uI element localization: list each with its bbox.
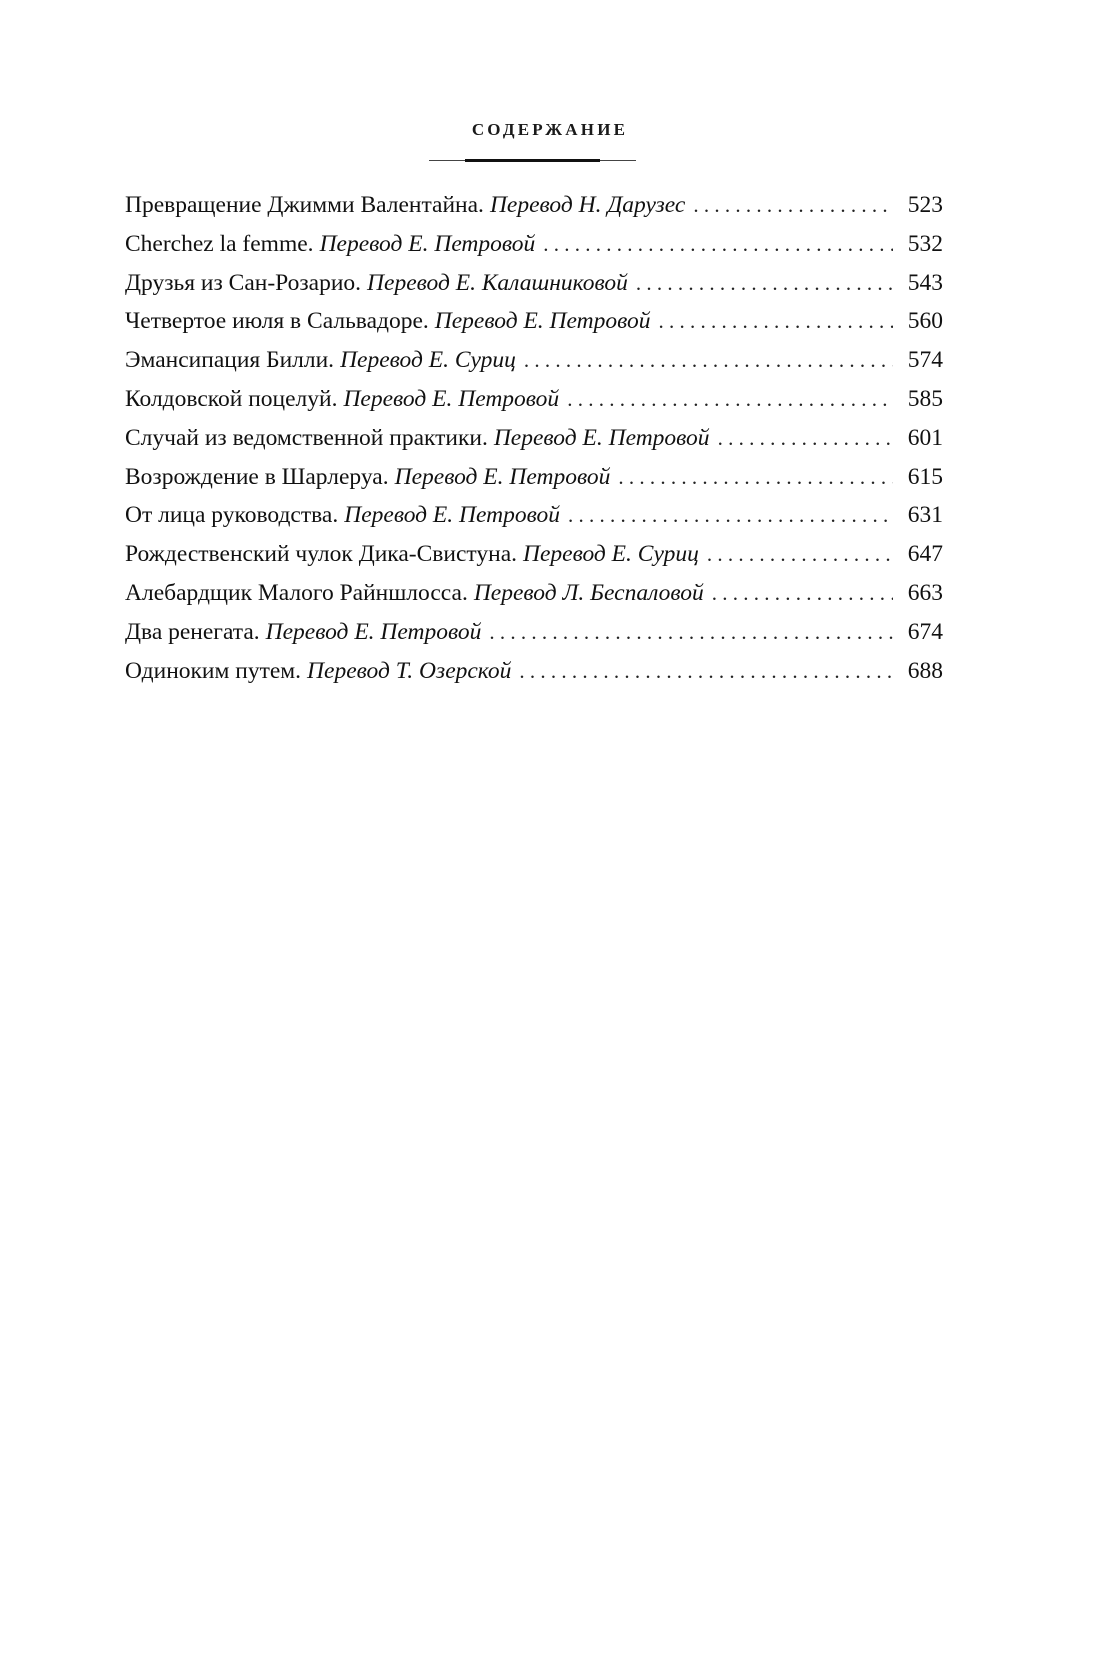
toc-entry[interactable] bbox=[125, 613, 943, 652]
toc-entry[interactable] bbox=[125, 341, 943, 380]
toc-dot-leader bbox=[489, 613, 893, 652]
toc-entry-title: Два ренегата. bbox=[125, 618, 260, 645]
toc-entry-page: 615 bbox=[907, 463, 943, 490]
toc-entry-title: Четвертое июля в Сальвадоре. bbox=[125, 308, 429, 335]
toc-entry-title: Случай из ведомственной практики. bbox=[125, 424, 488, 451]
toc-entry-title: От лица руководства. bbox=[125, 502, 339, 529]
toc-entry-title: Колдовской поцелуй. bbox=[125, 385, 338, 412]
toc-dot-leader bbox=[693, 186, 893, 225]
toc-entry-page: 532 bbox=[907, 230, 943, 257]
toc-entry-page: 574 bbox=[907, 347, 943, 374]
toc-entry[interactable] bbox=[125, 419, 943, 458]
toc-entry-translator: Перевод Л. Беспаловой bbox=[473, 579, 704, 606]
toc-entry-page: 543 bbox=[907, 269, 943, 296]
toc-dot-leader bbox=[659, 302, 893, 341]
toc-entry[interactable] bbox=[125, 574, 943, 613]
toc-entry[interactable] bbox=[125, 186, 943, 225]
toc-entry-translator: Перевод Е. Суриц bbox=[523, 541, 699, 568]
header-rule-accent bbox=[465, 159, 600, 162]
toc-entry[interactable] bbox=[125, 535, 943, 574]
toc-entry-title: Эмансипация Билли. bbox=[125, 347, 335, 374]
toc-dot-leader bbox=[543, 225, 893, 264]
toc-entry-page: 674 bbox=[907, 618, 943, 645]
toc-entry-translator: Перевод Е. Суриц bbox=[340, 347, 516, 374]
toc-entry-page: 601 bbox=[907, 424, 943, 451]
toc-entry-title: Возрождение в Шарлеруа. bbox=[125, 463, 389, 490]
toc-entry-translator: Перевод Е. Петровой bbox=[319, 230, 536, 257]
toc-entry-page: 560 bbox=[907, 308, 943, 335]
toc-entry-translator: Перевод Н. Дарузес bbox=[489, 192, 686, 218]
toc-entry-page: 523 bbox=[907, 192, 943, 218]
page-title: СОДЕРЖАНИЕ bbox=[471, 120, 629, 139]
page-header bbox=[0, 120, 1100, 140]
toc-entry-page: 688 bbox=[907, 657, 943, 684]
toc-entry-translator: Перевод Е. Петровой bbox=[343, 385, 560, 412]
toc-entry-translator: Перевод Е. Петровой bbox=[434, 308, 651, 335]
toc-dot-leader bbox=[567, 380, 893, 419]
toc-entry-title: Превращение Джимми Валентайна. bbox=[125, 192, 484, 218]
toc-entry-title: Cherchez la femme. bbox=[125, 230, 314, 257]
toc-entry-page: 585 bbox=[907, 385, 943, 412]
toc-entry[interactable] bbox=[125, 458, 943, 497]
toc-entry-title: Рождественский чулок Дика-Свистуна. bbox=[125, 541, 517, 568]
toc-entry[interactable] bbox=[125, 380, 943, 419]
toc-entry-translator: Перевод Е. Петровой bbox=[265, 618, 482, 645]
toc-entry[interactable] bbox=[125, 225, 943, 264]
toc-entry-page: 647 bbox=[907, 541, 943, 568]
toc-dot-leader bbox=[519, 652, 893, 691]
table-of-contents bbox=[125, 186, 943, 690]
toc-dot-leader bbox=[618, 458, 893, 497]
toc-dot-leader bbox=[712, 574, 893, 613]
toc-dot-leader bbox=[524, 341, 893, 380]
toc-entry[interactable] bbox=[125, 496, 943, 535]
toc-entry-title: Одиноким путем. bbox=[125, 657, 302, 684]
toc-entry[interactable] bbox=[125, 652, 943, 691]
toc-entry-title: Друзья из Сан-Розарио. bbox=[125, 269, 362, 296]
toc-entry[interactable] bbox=[125, 302, 943, 341]
toc-entry-title: Алебардщик Малого Райншлосса. bbox=[125, 579, 468, 606]
toc-entry[interactable] bbox=[125, 264, 943, 303]
toc-entry-page: 631 bbox=[907, 502, 943, 529]
toc-entry-translator: Перевод Е. Петровой bbox=[493, 424, 710, 451]
toc-dot-leader bbox=[568, 496, 893, 535]
toc-dot-leader bbox=[718, 419, 893, 458]
toc-dot-leader bbox=[707, 535, 893, 574]
toc-entry-translator: Перевод Е. Петровой bbox=[344, 502, 560, 529]
toc-dot-leader bbox=[636, 264, 893, 303]
toc-entry-translator: Перевод Т. Озерской bbox=[307, 657, 512, 684]
toc-entry-translator: Перевод Е. Калашниковой bbox=[367, 269, 628, 296]
toc-entry-translator: Перевод Е. Петровой bbox=[394, 463, 611, 490]
toc-entry-page: 663 bbox=[907, 579, 943, 606]
